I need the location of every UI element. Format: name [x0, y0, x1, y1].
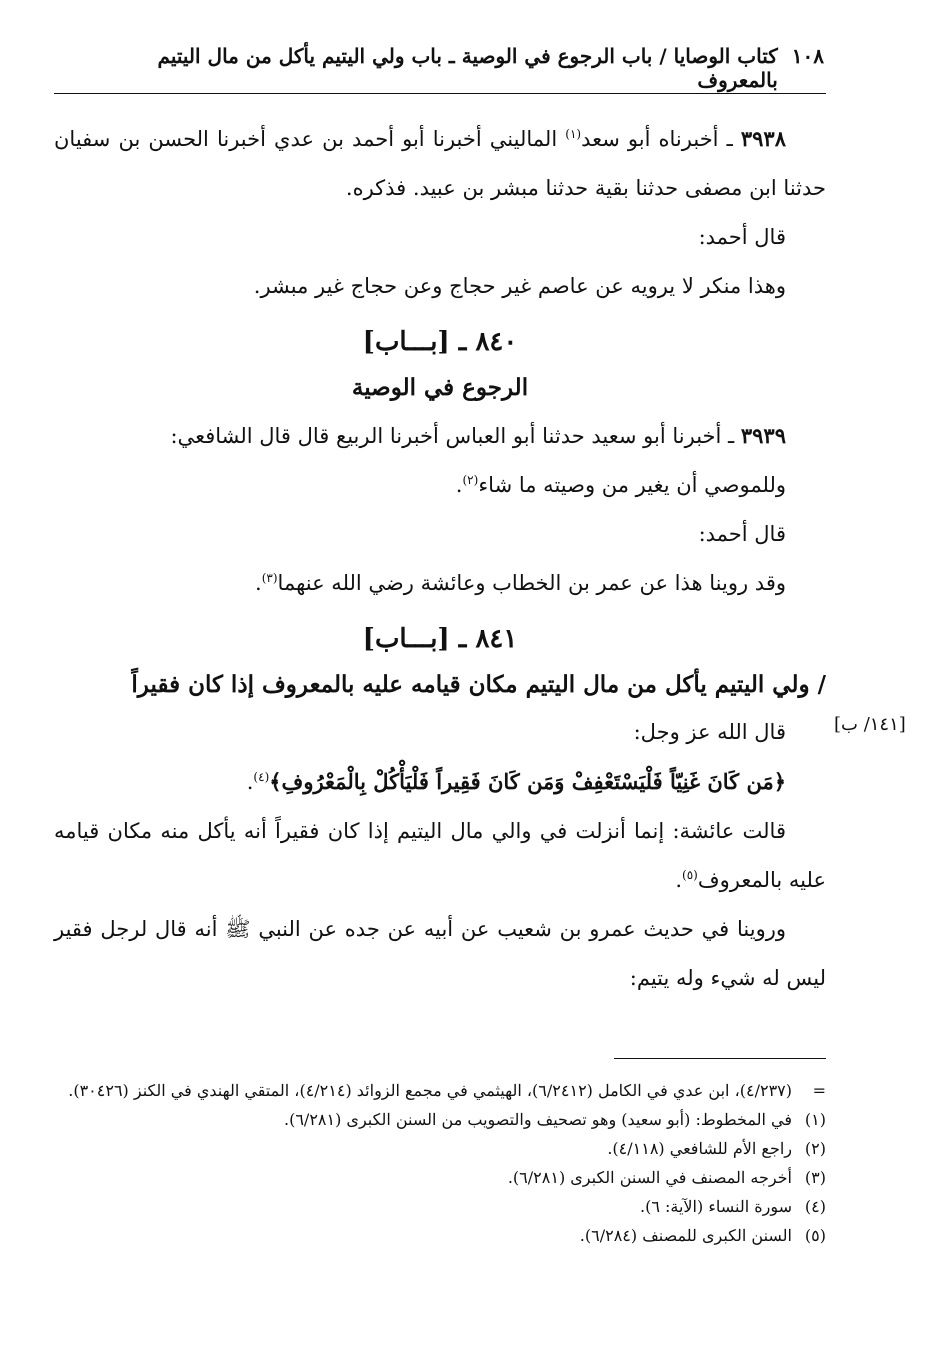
footnote-ref: (١) [565, 127, 582, 141]
running-title: كتاب الوصايا / باب الرجوع في الوصية ـ باب ولي اليتيم يأكل من مال اليتيم بالمعروف [157, 44, 778, 92]
footnote-mark: (٢) [804, 1139, 826, 1158]
aisha-quote: قالت عائشة: إنما أنزلت في والي مال اليتيم إذا كان فقيراً أنه يأكل منه مكان قيامه عليه بالمعروف$^{(٥)}$. [54, 819, 826, 892]
qal-ahmad: قال أحمد: [698, 225, 786, 249]
hadith-number: ٣٩٣٩ [740, 423, 786, 448]
footnote-mark: (١) [804, 1110, 826, 1129]
hadith-text: الماليني أخبرنا أبو أحمد بن عدي أخبرنا الحسن بن سفيان حدثنا ابن مصفى حدثنا بقية حدثنا مبشر بن عبيد. فذكره. [54, 127, 826, 200]
footnote-text: أخرجه المصنف في السنن الكبرى (٦/٢٨١). [507, 1168, 792, 1187]
page-header [72, 44, 824, 92]
hadith-text: ـ أخبرنا أبو سعيد حدثنا أبو العباس أخبرنا الربيع قال قال الشافعي: [170, 424, 735, 448]
footnote-ref: (٣) [261, 571, 278, 585]
comment: وهذا منكر لا يرويه عن عاصم غير حجاج وعن حجاج غير مبشر. [253, 274, 786, 298]
comment: وقد روينا هذا عن عمر بن الخطاب وعائشة رضي الله عنهما$^{(٣)}$. [255, 571, 786, 595]
qal-ahmad: قال أحمد: [698, 522, 786, 546]
hadith-3938 [54, 114, 826, 213]
quran-verse: ﴿مَن كَانَ غَنِيّاً فَلْيَسْتَعْفِفْ وَمَن كَانَ فَقِيراً فَلْيَأْكُلْ بِالْمَعْرُوفِ﴾$^{(٤)}$. [246, 769, 786, 794]
hadith-text: ـ أخبرناه أبو سعد [581, 127, 733, 151]
hadith-number: ٣٩٣٨ [740, 126, 786, 151]
footnote-ref: (٥) [682, 868, 698, 882]
footnote-item [54, 1221, 826, 1250]
chapter-heading-841: ٨٤١ ـ [بـــاب] [362, 624, 518, 654]
footnote-text: راجع الأم للشافعي (٤/١١٨). [607, 1139, 792, 1158]
footnote-text: السنن الكبرى للمصنف (٦/٢٨٤). [579, 1226, 792, 1245]
quote-text: قالت عائشة: إنما أنزلت في والي مال اليتيم إذا كان فقيراً أنه يأكل منه مكان قيامه عليه بالمعروف [54, 819, 826, 892]
footnote-text: (٤/٢٣٧)، ابن عدي في الكامل (٦/٢٤١٢)، الهيثمي في مجمع الزوائد (٤/٢١٤)، المتقي الهندي في الكنز (٣٠٤٢٦). [68, 1081, 792, 1100]
footnote-text: في المخطوط: (أبو سعيد) وهو تصحيف والتصويب من السنن الكبرى (٦/٢٨١). [284, 1110, 792, 1129]
footnote-mark: (٣) [804, 1168, 826, 1187]
footnote-ref: (٤) [253, 770, 270, 784]
footnote-item [54, 1163, 826, 1192]
hadith-3939 [54, 411, 826, 461]
footnote-divider [614, 1058, 826, 1059]
amr-narration: وروينا في حديث عمرو بن شعيب عن أبيه عن جده عن النبي ﷺ أنه قال لرجل فقير ليس له شيء وله يتيم: [54, 917, 826, 990]
manuscript-folio-note: [١٤١/ ب] [834, 714, 906, 735]
qal-allah: قال الله عز وجل: [633, 720, 786, 744]
footnote-item [54, 1105, 826, 1134]
footnotes [54, 1076, 826, 1250]
footnote-ref: (٢) [462, 473, 479, 487]
footnote-mark: = [812, 1081, 826, 1100]
footnote-item [54, 1192, 826, 1221]
footnote-mark: (٤) [804, 1197, 826, 1216]
main-text [54, 114, 826, 1003]
footnote-mark: (٥) [804, 1226, 826, 1245]
header-divider [54, 93, 826, 94]
chapter-heading-840: ٨٤٠ ـ [بـــاب] [362, 327, 518, 357]
footnote-item [54, 1134, 826, 1163]
chapter-title-841: / ولي اليتيم يأكل من مال اليتيم مكان قيامه عليه بالمعروف إذا كان فقيراً [131, 671, 826, 698]
chapter-title-840: الرجوع في الوصية [351, 374, 529, 401]
shafii-quote: وللموصي أن يغير من وصيته ما شاء$^{(٢)}$. [455, 473, 786, 497]
verse-text: ﴿مَن كَانَ غَنِيّاً فَلْيَسْتَعْفِفْ وَمَن كَانَ فَقِيراً فَلْيَأْكُلْ بِالْمَعْرُوفِ﴾ [269, 769, 786, 794]
comment-text: وقد روينا هذا عن عمر بن الخطاب وعائشة رضي الله عنهما [277, 571, 786, 595]
footnote-text: سورة النساء (الآية: ٦). [639, 1197, 792, 1216]
quote-text: وللموصي أن يغير من وصيته ما شاء [478, 473, 786, 497]
page-number: ١٠٨ [791, 44, 824, 68]
footnote-item [54, 1076, 826, 1105]
